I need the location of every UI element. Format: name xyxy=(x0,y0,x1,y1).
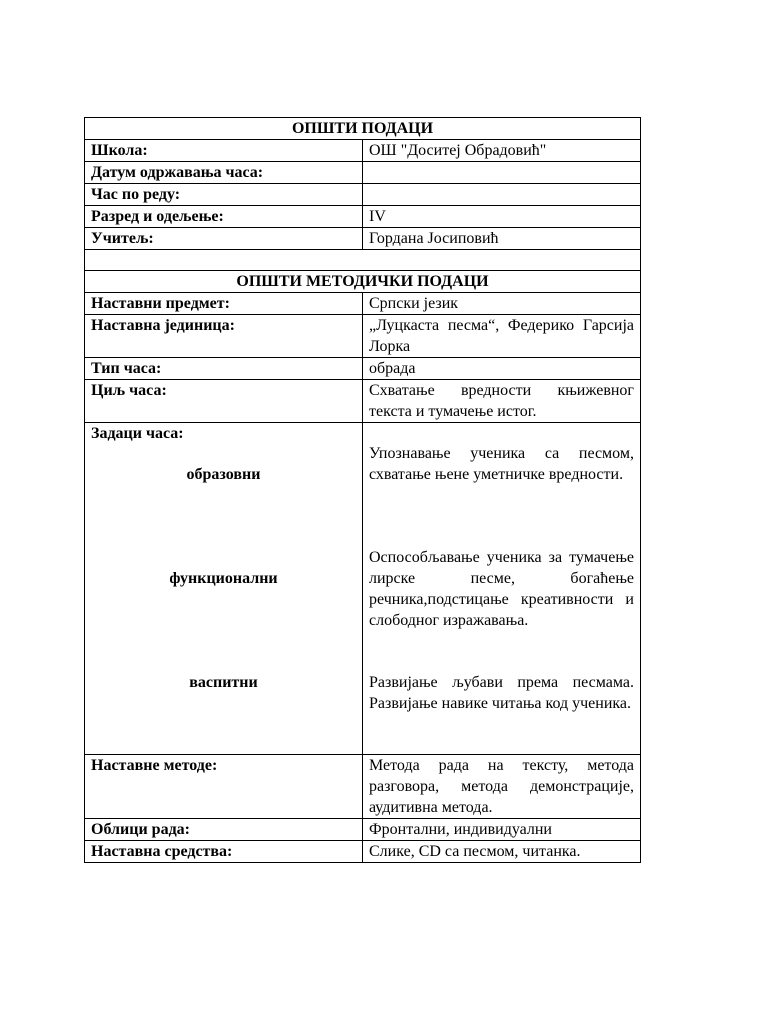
table-row xyxy=(85,162,641,184)
teacher-value: Гордана Јосиповић xyxy=(363,228,641,250)
spacer-row xyxy=(85,250,641,271)
grade-label: Разред и одељење: xyxy=(85,206,363,228)
table-row xyxy=(85,184,641,206)
tasks-row xyxy=(85,423,641,755)
methods-label: Наставне методе: xyxy=(85,755,363,819)
methods-value: Метода рада на тексту, метода разговора, метода демонстрације, аудитивна метода. xyxy=(363,755,641,819)
tasks-value-cell xyxy=(363,423,641,755)
table-row xyxy=(85,228,641,250)
table-row xyxy=(85,140,641,162)
task-upbringing-label: васпитни xyxy=(189,674,258,691)
table-row xyxy=(85,358,641,380)
table-row xyxy=(85,819,641,841)
task-functional-label: функционални xyxy=(169,570,278,587)
task-educational-text: Упознавање ученика са песмом, схватање њене уметничке вредности. xyxy=(369,445,634,483)
table-row xyxy=(85,315,641,358)
subject-label: Наставни предмет: xyxy=(85,293,363,315)
tasks-label: Задаци часа: xyxy=(91,425,184,442)
lesson-type-label: Тип часа: xyxy=(85,358,363,380)
work-forms-value: Фронтални, индивидуални xyxy=(363,819,641,841)
table-row xyxy=(85,841,641,863)
lesson-number-label: Час по реду: xyxy=(85,184,363,206)
teaching-aids-value: Слике, CD са песмом, читанка. xyxy=(363,841,641,863)
task-educational-label: образовни xyxy=(186,466,261,483)
general-heading: ОПШТИ ПОДАЦИ xyxy=(85,118,641,140)
unit-value: „Луцкаста песма“, Федерико Гарсија Лорка xyxy=(363,315,641,358)
spacer-cell xyxy=(85,250,641,271)
teaching-aids-label: Наставна средства: xyxy=(85,841,363,863)
goal-value: Схватање вредности књижевног текста и тумачење истог. xyxy=(363,380,641,423)
task-upbringing-text: Развијање љубави према песмама. Развијање навике читања код ученика. xyxy=(369,674,634,712)
methodical-heading-row xyxy=(85,271,641,293)
work-forms-label: Облици рада: xyxy=(85,819,363,841)
school-label: Школа: xyxy=(85,140,363,162)
table-row xyxy=(85,380,641,423)
date-label: Датум одржавања часа: xyxy=(85,162,363,184)
subject-value: Српски језик xyxy=(363,293,641,315)
task-functional-text: Оспособљавање ученика за тумачење лирске песме, богаћење речника,подстицање креативности и слободног изражавања. xyxy=(369,549,634,629)
lesson-number-value xyxy=(363,184,641,206)
tasks-label-cell xyxy=(85,423,363,755)
goal-label: Циљ часа: xyxy=(85,380,363,423)
unit-label: Наставна јединица: xyxy=(85,315,363,358)
teacher-label: Учитељ: xyxy=(85,228,363,250)
table-row xyxy=(85,755,641,819)
table-row xyxy=(85,206,641,228)
general-heading-row xyxy=(85,118,641,140)
lesson-plan-table xyxy=(84,117,641,863)
grade-value: IV xyxy=(363,206,641,228)
lesson-type-value: обрада xyxy=(363,358,641,380)
school-value: ОШ "Доситеј Обрадовић" xyxy=(363,140,641,162)
methodical-heading: ОПШТИ МЕТОДИЧКИ ПОДАЦИ xyxy=(85,271,641,293)
table-row xyxy=(85,293,641,315)
date-value xyxy=(363,162,641,184)
